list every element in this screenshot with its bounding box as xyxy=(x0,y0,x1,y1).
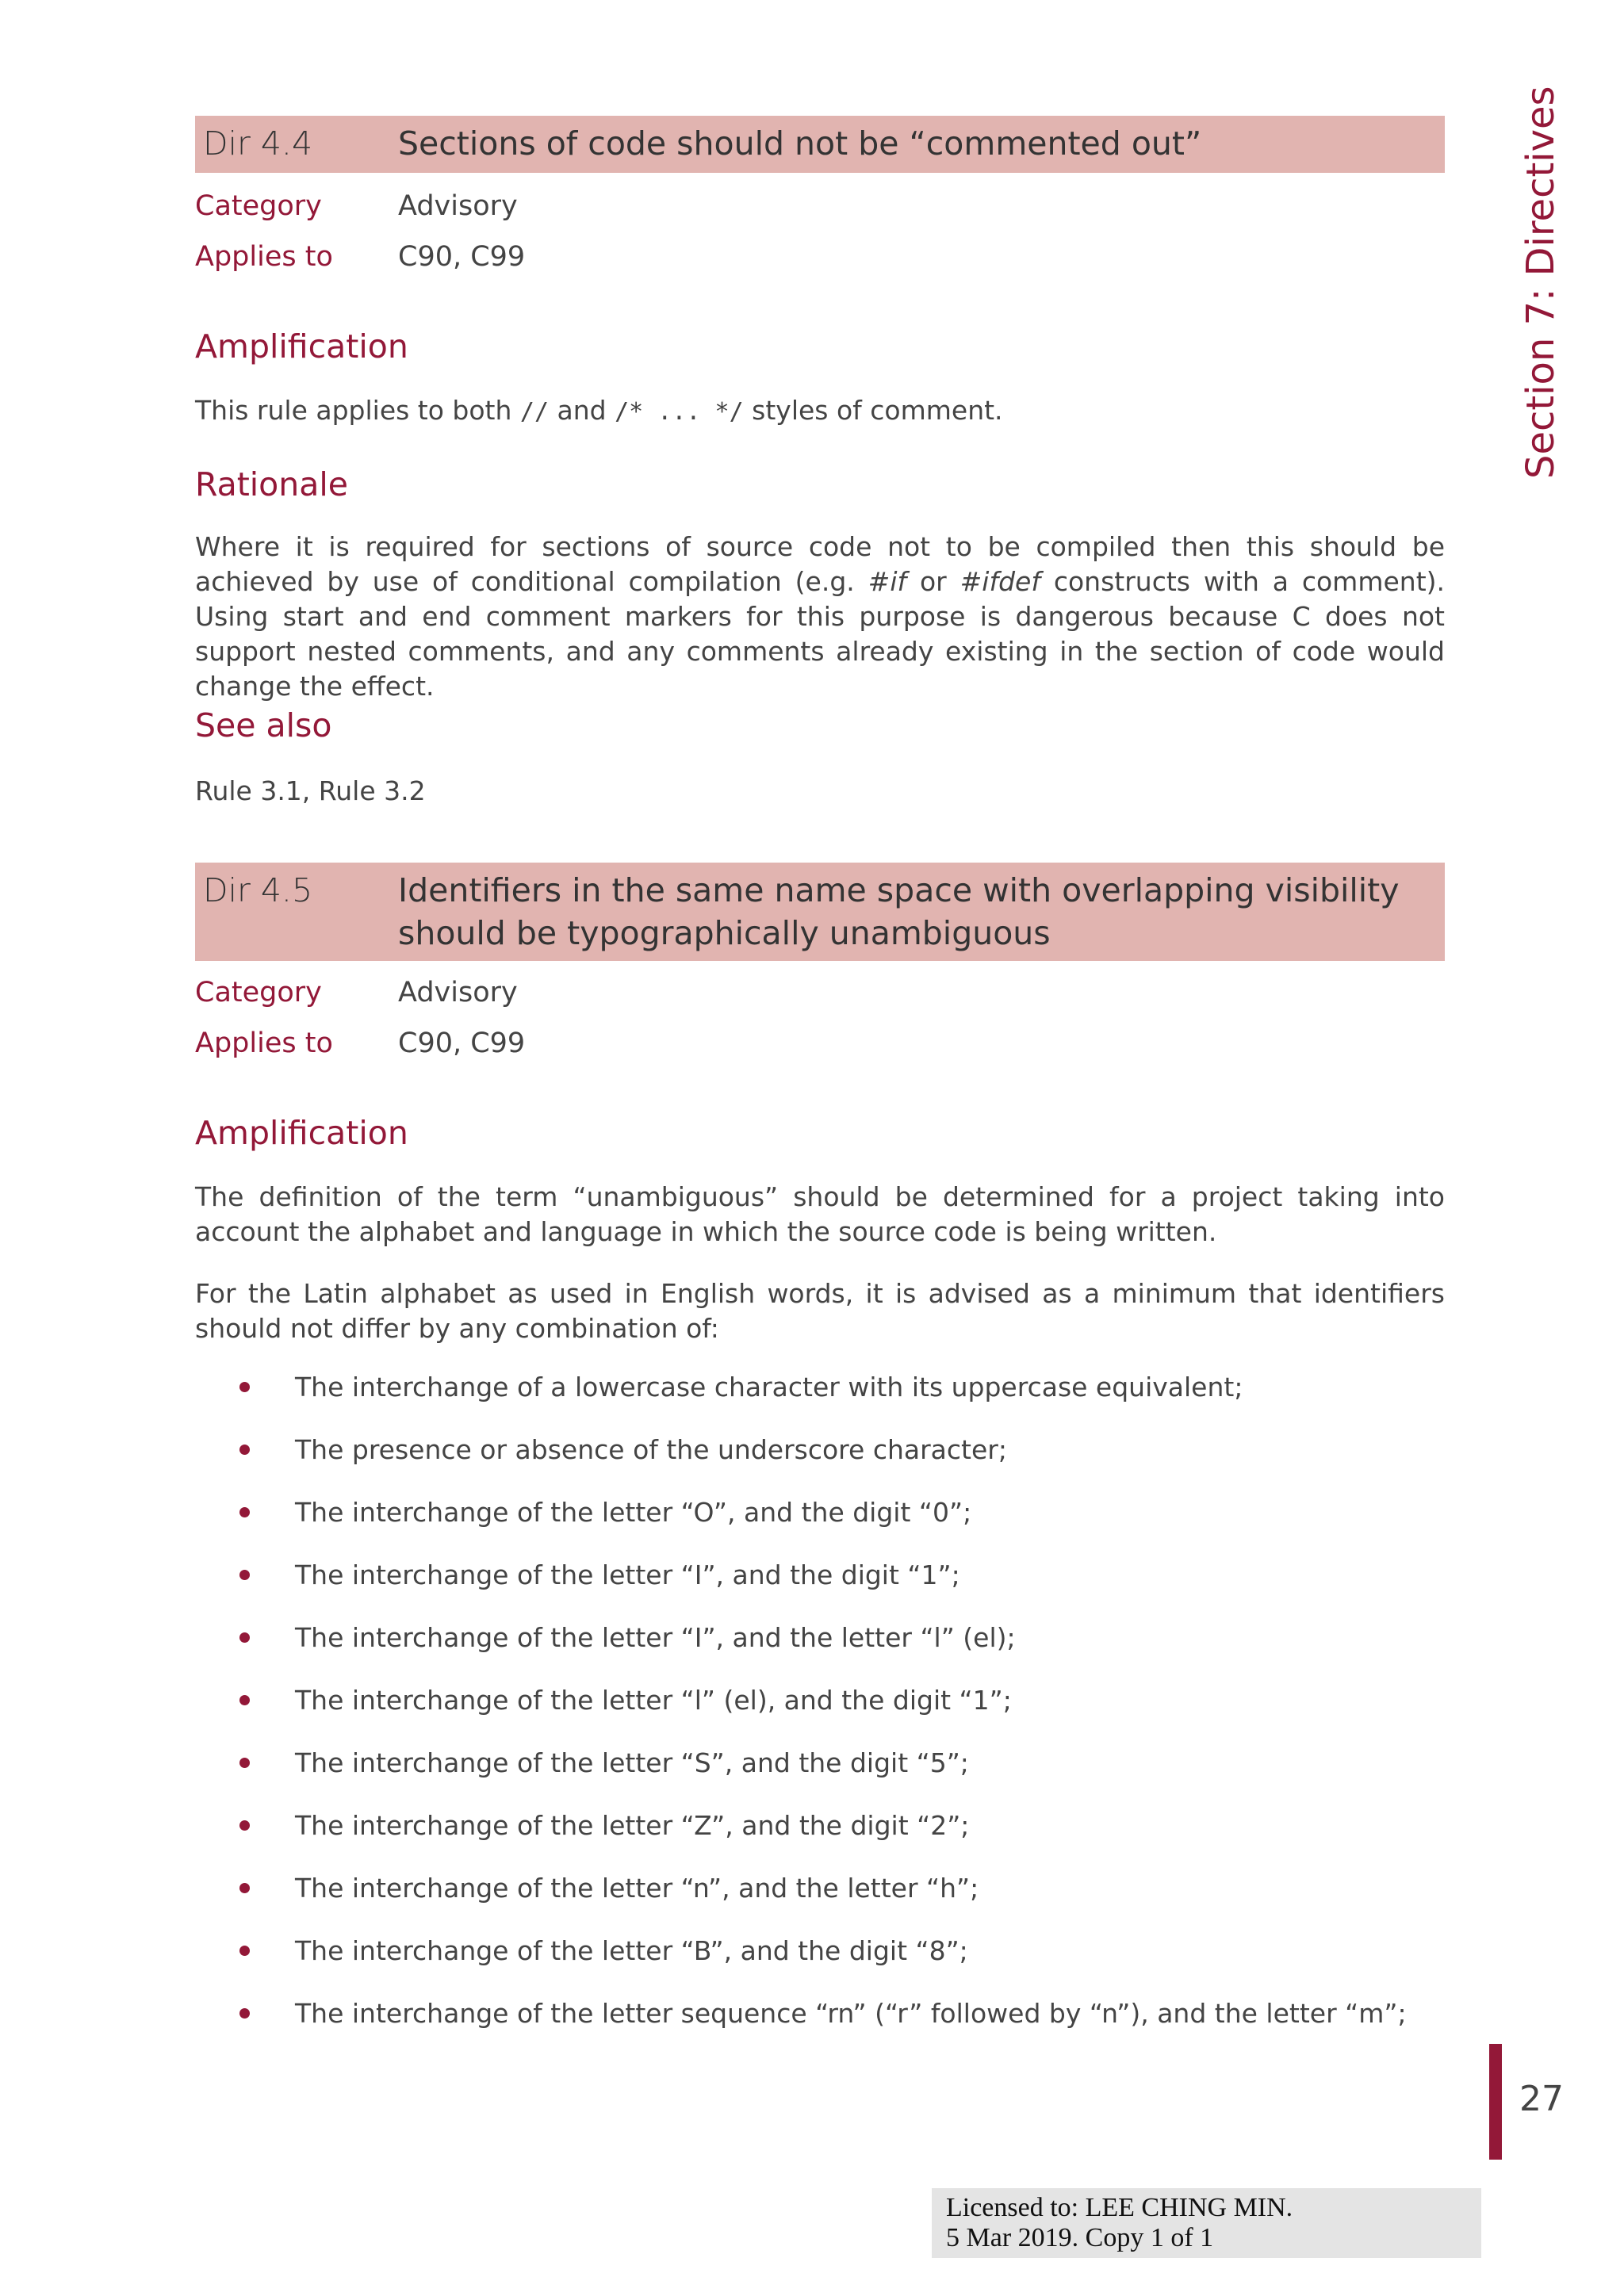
category-value: Advisory xyxy=(398,190,518,222)
list-item-text: The interchange of the letter “B”, and the digit “8”; xyxy=(295,1935,968,1966)
list-item-text: The presence or absence of the underscore character; xyxy=(295,1434,1007,1465)
list-item-text: The interchange of the letter “Z”, and the digit “2”; xyxy=(295,1810,970,1841)
list-item xyxy=(239,1934,1407,1996)
rule-title: Sections of code should not be “commented out” xyxy=(398,124,1202,163)
category-label: Category xyxy=(195,190,322,222)
applies-to-value: C90, C99 xyxy=(398,241,526,273)
list-item-text: The interchange of the letter “S”, and the digit “5”; xyxy=(295,1747,969,1778)
bullet-icon xyxy=(239,1946,250,1956)
list-item-text: The interchange of the letter sequence “rn” (“r” followed by “n”), and the letter “m”; xyxy=(295,1998,1407,2029)
category-row xyxy=(195,189,518,224)
page-number: 27 xyxy=(1519,2079,1564,2119)
list-item-text: The interchange of the letter “I”, and the letter “l” (el); xyxy=(295,1622,1016,1653)
bullet-icon xyxy=(239,1570,250,1580)
rule-header-dir-4-5 xyxy=(195,863,1445,961)
bullet-icon xyxy=(239,1695,250,1705)
text-run: or xyxy=(906,566,960,597)
list-item xyxy=(239,1808,1407,1871)
bullet-icon xyxy=(239,1382,250,1392)
list-item xyxy=(239,1621,1407,1683)
bullet-icon xyxy=(239,1445,250,1455)
see-also-text: Rule 3.1, Rule 3.2 xyxy=(195,775,426,806)
rule-id: Dir 4.4 xyxy=(203,124,313,163)
list-item-text: The interchange of a lowercase character with its uppercase equivalent; xyxy=(295,1372,1243,1402)
bullet-icon xyxy=(239,1883,250,1893)
text-run: Where it is required for sections of source code not to be compiled then this should be achieved by use of conditional compilation (e.g. xyxy=(195,531,1445,597)
list-item-text: The interchange of the letter “I”, and the digit “1”; xyxy=(295,1559,960,1590)
license-line-1: Licensed to: LEE CHING MIN. xyxy=(946,2193,1293,2222)
rationale-text xyxy=(195,530,1445,704)
category-value: Advisory xyxy=(398,977,518,1008)
license-stamp xyxy=(932,2188,1481,2258)
bullet-icon xyxy=(239,1507,250,1517)
license-line-2: 5 Mar 2019. Copy 1 of 1 xyxy=(946,2223,1214,2252)
bullet-icon xyxy=(239,2008,250,2019)
code-run: /* ... */ xyxy=(615,398,744,426)
text-run: constructs with a comment). Using start and end comment markers for this purpose is dangerous because C does not support nested comments, and any comments already existing in the section of code would change the effect. xyxy=(195,566,1445,702)
page-number-bar xyxy=(1489,2044,1502,2160)
list-item xyxy=(239,1996,1407,2059)
amplification-heading: Amplification xyxy=(195,327,408,365)
list-item xyxy=(239,1495,1407,1558)
category-row xyxy=(195,975,518,1010)
bullet-icon xyxy=(239,1820,250,1831)
list-item-text: The interchange of the letter “O”, and the digit “0”; xyxy=(295,1497,972,1528)
italic-run: #ifdef xyxy=(959,566,1040,597)
list-item xyxy=(239,1370,1407,1433)
amplification-heading: Amplification xyxy=(195,1114,408,1152)
applies-to-label: Applies to xyxy=(195,1027,333,1059)
list-item xyxy=(239,1558,1407,1621)
rule-header-dir-4-4 xyxy=(195,116,1445,173)
bullet-icon xyxy=(239,1632,250,1643)
rule-id: Dir 4.5 xyxy=(203,871,313,909)
amplification-text xyxy=(195,393,1445,430)
list-item xyxy=(239,1433,1407,1495)
see-also-heading: See also xyxy=(195,706,332,744)
italic-run: #if xyxy=(868,566,907,597)
text-run: and xyxy=(549,395,615,426)
code-run: // xyxy=(519,398,550,426)
text-run: styles of comment. xyxy=(743,395,1003,426)
section-side-label: Section 7: Directives xyxy=(1519,86,1563,479)
bullet-icon xyxy=(239,1758,250,1768)
amplification-paragraph-2: For the Latin alphabet as used in English words, it is advised as a minimum that identifiers should not differ by any combination of: xyxy=(195,1278,1445,1344)
applies-to-row xyxy=(195,1026,525,1061)
list-item-text: The interchange of the letter “n”, and the letter “h”; xyxy=(295,1873,979,1904)
identifier-rules-list xyxy=(239,1370,1407,2059)
applies-to-label: Applies to xyxy=(195,241,333,273)
rule-title: Identifiers in the same name space with overlapping visibility should be typographically unambiguous xyxy=(398,871,1400,952)
list-item-text: The interchange of the letter “l” (el), and the digit “1”; xyxy=(295,1685,1012,1716)
list-item xyxy=(239,1683,1407,1746)
category-label: Category xyxy=(195,977,322,1008)
list-item xyxy=(239,1746,1407,1808)
rationale-heading: Rationale xyxy=(195,465,348,503)
applies-to-value: C90, C99 xyxy=(398,1027,526,1059)
text-run: This rule applies to both xyxy=(195,395,520,426)
list-item xyxy=(239,1871,1407,1934)
applies-to-row xyxy=(195,239,525,274)
amplification-paragraph-1: The definition of the term “unambiguous” should be determined for a project taking into account the alphabet and language in which the source code is being written. xyxy=(195,1181,1445,1247)
